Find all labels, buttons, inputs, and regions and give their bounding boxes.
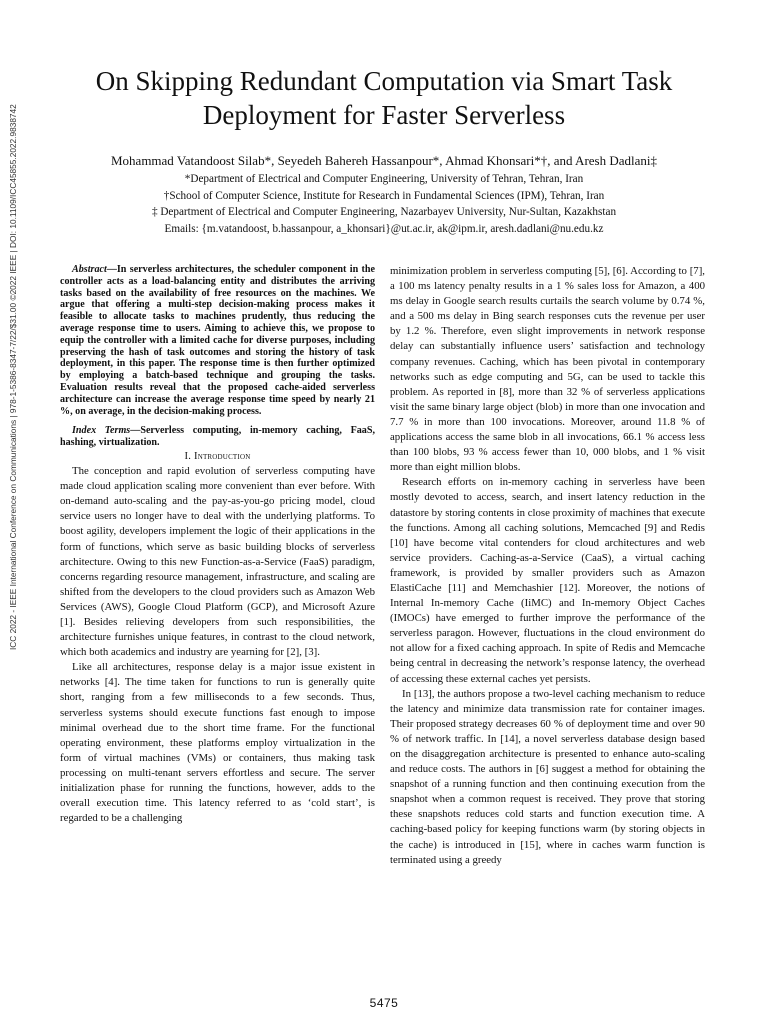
body-paragraph: Research efforts on in-memory caching in serverless have been mostly devoted to access, search, and insert latency reduction in the datastore by storing contents in close proximity of machines that execute the functions. Among all caching solutions, Memcached [9] and Redis [10] have become vital contenders for cloud architectures and web service providers. Caching-as-a-Service (CaaS), a virtual caching framework, is provided by smaller providers such as Amazon ElastiCache [11] and Memchashier [12]. Moreover, the notions of Internal In-memory Cache (IiMC) and In-memory Object Caches (IMOCs) have emerged to further improve the performance of the serverless paragon. However, fluctuations in the cloud environment do not allow for a fixed caching approach. In spite of Redis and Memcache being central in decreasing the network’s response latency, the overhead of accessing these external caches yet persists.	[390, 476, 705, 685]
affiliation-line: †School of Computer Science, Institute for Research in Fundamental Sciences (IPM), Tehran, Iran	[163, 189, 605, 202]
body-paragraph: Like all architectures, response delay is a major issue existent in networks [4]. The time taken for functions to run is generally quite short, ranging from a few milliseconds to a few seconds. Thus, serverless systems should execute functions fast enough to impose minimal overhead due to the short time frame. For the functional operating environment, these platforms employ virtualization in the form of virtual machines (VMs) or containers, thus making task processing on multi-tenant servers effortless and secure. The server initialization phase for running the functions, however, adds to the overall execution time. This latency referred to as ‘cold start’, is regarded to be a challenging	[60, 661, 375, 825]
body-paragraph: minimization problem in serverless computing [5], [6]. According to [7], a 100 ms latency penalty results in a 1 % sales loss for Amazon, a 400 ms delay in Google search results curtails the search volume by 0.74 %, and a 500 ms delay in Bing search responses cuts the revenue per user by 1.2 %. Therefore, even slight improvements in network response delay can substantially influence users’ satisfaction and technology company revenues. Caching, which has been pivotal in contemporary networks such as edge computing and 5G, can be used to tackle this problem. As reported in [8], more than 32 % of serverless applications visit the same binary large object (blob) in more than one invocation and 7.7 % in more than 100 invocations. Moreover, around 11.8 % of applications access the same blob in all invocations, 66.1 % access less than 100 blobs, 93 % access fewer than 10, 000 blobs, and 1 % visit more than eight million blobs.	[390, 265, 705, 474]
abstract-label: Abstract	[72, 264, 107, 275]
right-column	[390, 264, 705, 868]
conference-doi-sidebar: ICC 2022 - IEEE International Conference on Communications | 978-1-5386-8347-7/22/$31.00 ©2022 IEEE | DOI: 10.1109/ICC45855.2022.9838742	[8, 104, 18, 650]
body-paragraph: In [13], the authors propose a two-level caching mechanism to reduce the latency and minimize data transmission rate for container images. Their proposed strategy decreases 60 % of deployment time and over 90 % of network traffic. In [14], a novel serverless database design based on the disaggregation architecture is presented to enhance auto-scaling and reduce costs. The authors in [6] suggest a method for obtaining the snapshot of a running function and then continuing execution from the snapshot when a common request is received. They prove that storing these snapshots reduces cold starts and function execution time. A caching-based policy for keeping functions warm (by storing objects in the cache) is introduced in [15], where in caches warm function is terminated using a greedy	[390, 687, 705, 866]
author-list: Mohammad Vatandoost Silab*, Seyedeh Bahereh Hassanpour*, Ahmad Khonsari*†, and Aresh Dadlani‡	[110, 153, 658, 168]
paper-title: On Skipping Redundant Computation via Smart Task Deployment for Faster Serverless	[95, 66, 673, 130]
index-terms	[60, 425, 375, 449]
emails-line: Emails: {m.vatandoost, b.hassanpour, a_khonsari}@ut.ac.ir, ak@ipm.ir, aresh.dadlani@nu.edu.kz	[164, 222, 604, 235]
section-heading: I. Introduction	[184, 450, 251, 462]
left-column	[60, 264, 375, 826]
index-terms-label: Index Terms	[72, 425, 131, 437]
affiliation-line: ‡ Department of Electrical and Computer Engineering, Nazarbayev University, Nur-Sultan, Kazakhstan	[151, 206, 617, 218]
index-terms-text: —Serverless computing, in-memory caching, FaaS, hashing, virtualization.	[60, 425, 375, 449]
affiliations	[40, 171, 728, 237]
body-paragraph: The conception and rapid evolution of serverless computing have made cloud application scaling more convenient than ever before. With on-demand auto-scaling and the pay-as-you-go pricing model, cloud service users no longer have to deal with the underlying platforms. To boost agility, developers implement the logic of their applications in the form of functions, which serve as basic building blocks of serverless architecture. Owing to this new Function-as-a-Service (FaaS) paradigm, concerns regarding resource management, infrastructure, and scaling are shifted from the developers to the cloud providers such as Amazon Web Services (AWS), Google Cloud Platform (GCP), and Microsoft Azure [1]. Besides relieving developers from such responsibilities, the architecture furnishes unique features, in contrast to the cloud network, which both academics and industry are yearning for [2], [3].	[60, 465, 375, 659]
abstract-text: —In serverless architectures, the scheduler component in the controller acts as a load-balancing entity and distributes the arriving tasks based on the availability of free resources on the machines. We argue that offering a multi-step decision-making process makes it feasible to allocate tasks to machines prudently, thus reducing the average response time to users. Aiming to achieve this, we propose to equip the controller with a limited cache for diverse purposes, including preserving the hash of task outcomes and storing the history of task deployment, in this paper. The response time is then further optimized by employing a batch-based technique and grouping the tasks. Evaluation results reveal that the proposed cache-aided serverless architecture can increase the average response time speed by nearly 21 %, on average, in the decision-making process.	[60, 264, 375, 417]
affiliation-line: *Department of Electrical and Computer Engineering, University of Tehran, Tehran, Iran	[184, 173, 584, 185]
page-number: 5475	[369, 996, 399, 1010]
abstract	[60, 264, 375, 417]
